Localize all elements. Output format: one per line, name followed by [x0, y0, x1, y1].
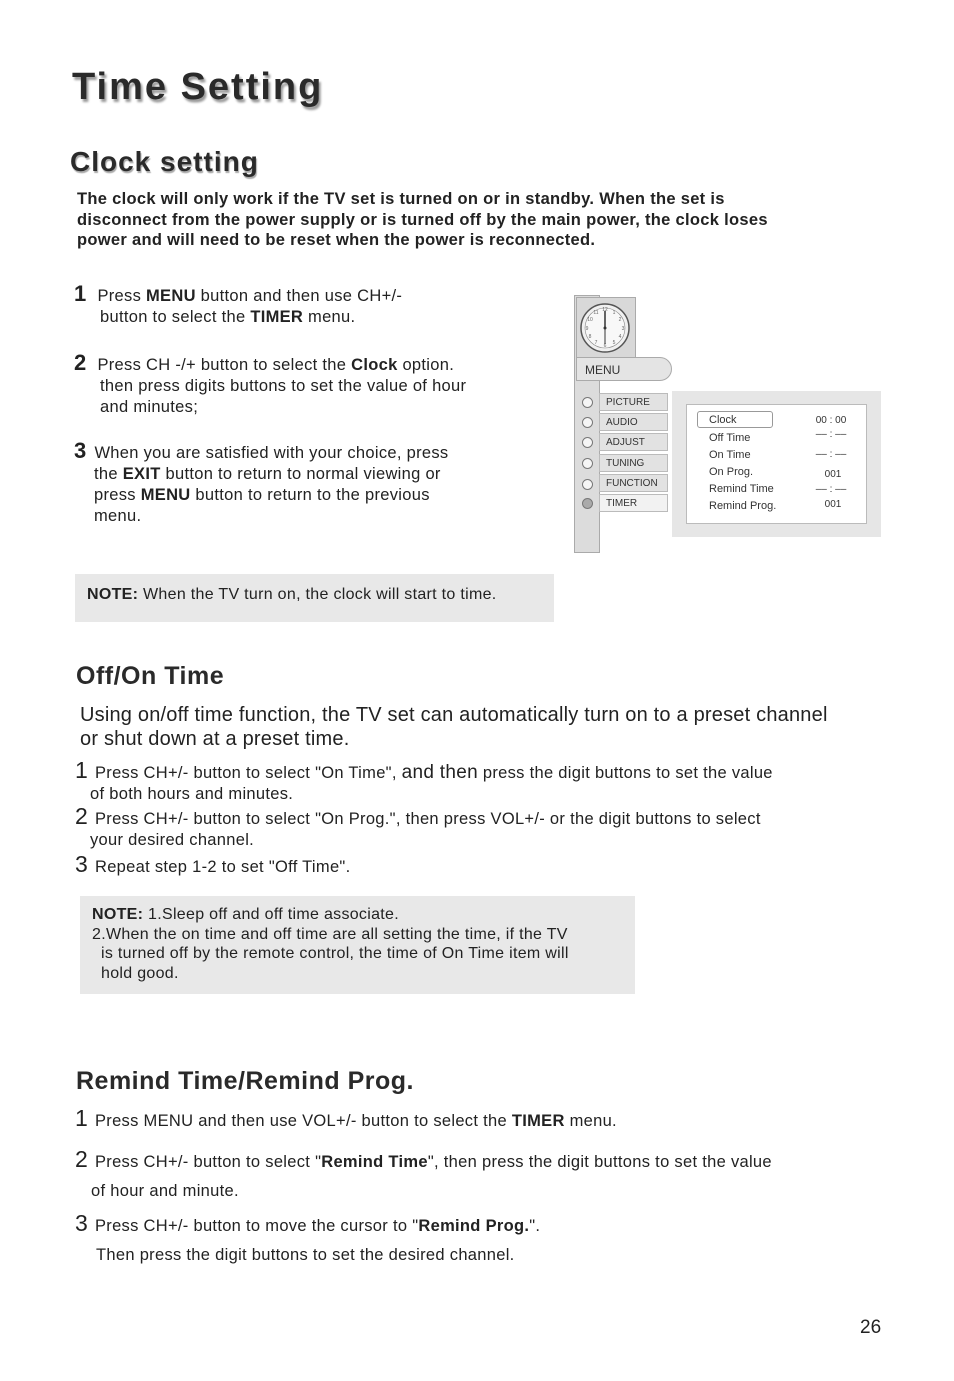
step-text: of both hours and minutes. — [90, 785, 294, 803]
menu-item-tuning: TUNING — [599, 454, 668, 472]
radio-audio — [582, 417, 593, 428]
svg-text:9: 9 — [585, 326, 589, 332]
svg-text:3: 3 — [621, 326, 625, 332]
svg-text:7: 7 — [594, 340, 598, 346]
option-clock-label: Clock — [709, 414, 737, 426]
intro-line: or shut down at a preset time. — [80, 727, 350, 750]
svg-text:6: 6 — [603, 343, 607, 349]
step-text: Press CH+/- button to move the cursor to "Remind Prog.". — [94, 1217, 541, 1235]
step-text: button to select the TIMER menu. — [100, 308, 356, 326]
remind-step-2 — [75, 1145, 772, 1206]
svg-text:4: 4 — [618, 334, 622, 340]
intro-line: Using on/off time function, the TV set can automatically turn on to a preset channel — [80, 704, 828, 726]
menu-item-timer: TIMER — [599, 494, 668, 512]
step-number: 2 — [75, 803, 89, 829]
off-on-step-3 — [75, 851, 351, 878]
option-on-prog-value: 001 — [824, 469, 842, 480]
step-text: your desired channel. — [90, 831, 255, 849]
intro-line: power and will need to be reset when the power is reconnected. — [77, 231, 596, 249]
step-text: then press digits buttons to set the value of hour — [100, 377, 467, 395]
option-off-time-label: Off Time — [709, 432, 751, 444]
clock-step-3 — [74, 440, 448, 527]
step-text: Press CH+/- button to select "On Prog.", then press VOL+/- or the digit buttons to select — [94, 810, 761, 828]
off-on-step-1 — [75, 757, 773, 805]
option-remind-time-label: Remind Time — [709, 483, 774, 495]
svg-text:1: 1 — [612, 310, 616, 316]
svg-text:2: 2 — [618, 317, 622, 323]
step-text: press MENU button to return to the previous — [94, 486, 430, 504]
clock-step-2 — [74, 352, 466, 418]
radio-function — [582, 479, 593, 490]
remind-step-1 — [75, 1105, 617, 1132]
menu-item-picture: PICTURE — [599, 393, 668, 411]
step-number: 3 — [74, 438, 87, 463]
off-on-time-heading: Off/On Time — [76, 662, 225, 690]
step-text: menu. — [94, 507, 142, 525]
timer-clock-box — [576, 297, 636, 359]
step-text: and minutes; — [100, 398, 199, 416]
step-text: Press CH+/- button to select "Remind Time", then press the digit buttons to set the value — [94, 1153, 772, 1171]
step-number: 1 — [75, 1105, 89, 1131]
intro-line: disconnect from the power supply or is turned off by the main power, the clock loses — [77, 210, 768, 229]
step-text: Press MENU and then use VOL+/- button to select the TIMER menu. — [94, 1112, 617, 1130]
step-text: Press CH -/+ button to select the Clock option. — [97, 356, 455, 374]
clock-setting-heading: Clock setting — [70, 146, 259, 177]
step-text: Press MENU button and then use CH+/- — [97, 287, 403, 305]
step-text: When you are satisfied with your choice, press — [94, 444, 449, 462]
menu-item-audio: AUDIO — [599, 413, 668, 431]
option-remind-prog-value: 001 — [824, 499, 842, 510]
step-text: Press CH+/- button to select "On Time", and then press the digit buttons to set the value — [94, 762, 773, 783]
step-text: of hour and minute. — [91, 1182, 239, 1200]
radio-tuning — [582, 458, 593, 469]
svg-text:10: 10 — [587, 317, 593, 323]
radio-picture — [582, 397, 593, 408]
menu-item-adjust: ADJUST — [599, 433, 668, 451]
option-off-time-value: –– : –– — [815, 429, 847, 440]
option-on-time-label: On Time — [709, 449, 751, 461]
svg-text:12: 12 — [602, 307, 608, 313]
svg-text:11: 11 — [593, 310, 599, 316]
menu-item-function: FUNCTION — [599, 474, 668, 492]
svg-text:8: 8 — [588, 334, 592, 340]
option-clock-value: 00 : 00 — [815, 415, 847, 426]
clock-step-1 — [74, 283, 402, 328]
off-on-step-2 — [75, 803, 761, 851]
option-on-time-value: –– : –– — [815, 449, 847, 460]
note-text: NOTE: 1.Sleep off and off time associate. 2.When the on time and off time are all setting the time, if the TV is turned off by the remote control, the time of On Time item will hold good. — [92, 906, 569, 982]
clock-setting-intro — [77, 189, 897, 251]
step-number: 2 — [75, 1146, 89, 1172]
step-number: 2 — [74, 350, 87, 375]
option-on-prog-label: On Prog. — [709, 466, 754, 478]
remind-heading: Remind Time/Remind Prog. — [76, 1067, 414, 1095]
step-number: 3 — [75, 1210, 89, 1236]
step-number: 3 — [75, 851, 89, 877]
note-text: NOTE: When the TV turn on, the clock will start to time. — [87, 586, 497, 603]
svg-text:5: 5 — [612, 340, 616, 346]
option-remind-time-value: –– : –– — [815, 484, 847, 495]
page-title: Time Setting — [72, 66, 324, 108]
step-number: 1 — [75, 757, 89, 783]
remind-step-3 — [75, 1209, 540, 1270]
step-text: the EXIT button to return to normal viewing or — [94, 465, 441, 483]
page-number: 26 — [860, 1317, 882, 1338]
step-number: 1 — [74, 281, 87, 306]
menu-tab: MENU — [576, 357, 672, 381]
step-text: Then press the digit buttons to set the desired channel. — [96, 1246, 515, 1264]
intro-line: The clock will only work if the TV set is turned on or in standby. When the set is — [77, 190, 725, 208]
option-remind-prog-label: Remind Prog. — [709, 500, 777, 512]
clock-note-box — [75, 574, 554, 622]
off-on-time-intro — [80, 704, 828, 751]
off-on-note-box — [80, 896, 635, 994]
clock-face-icon — [577, 298, 635, 358]
radio-timer — [582, 498, 593, 509]
step-text: Repeat step 1-2 to set "Off Time". — [94, 858, 351, 876]
radio-adjust — [582, 437, 593, 448]
